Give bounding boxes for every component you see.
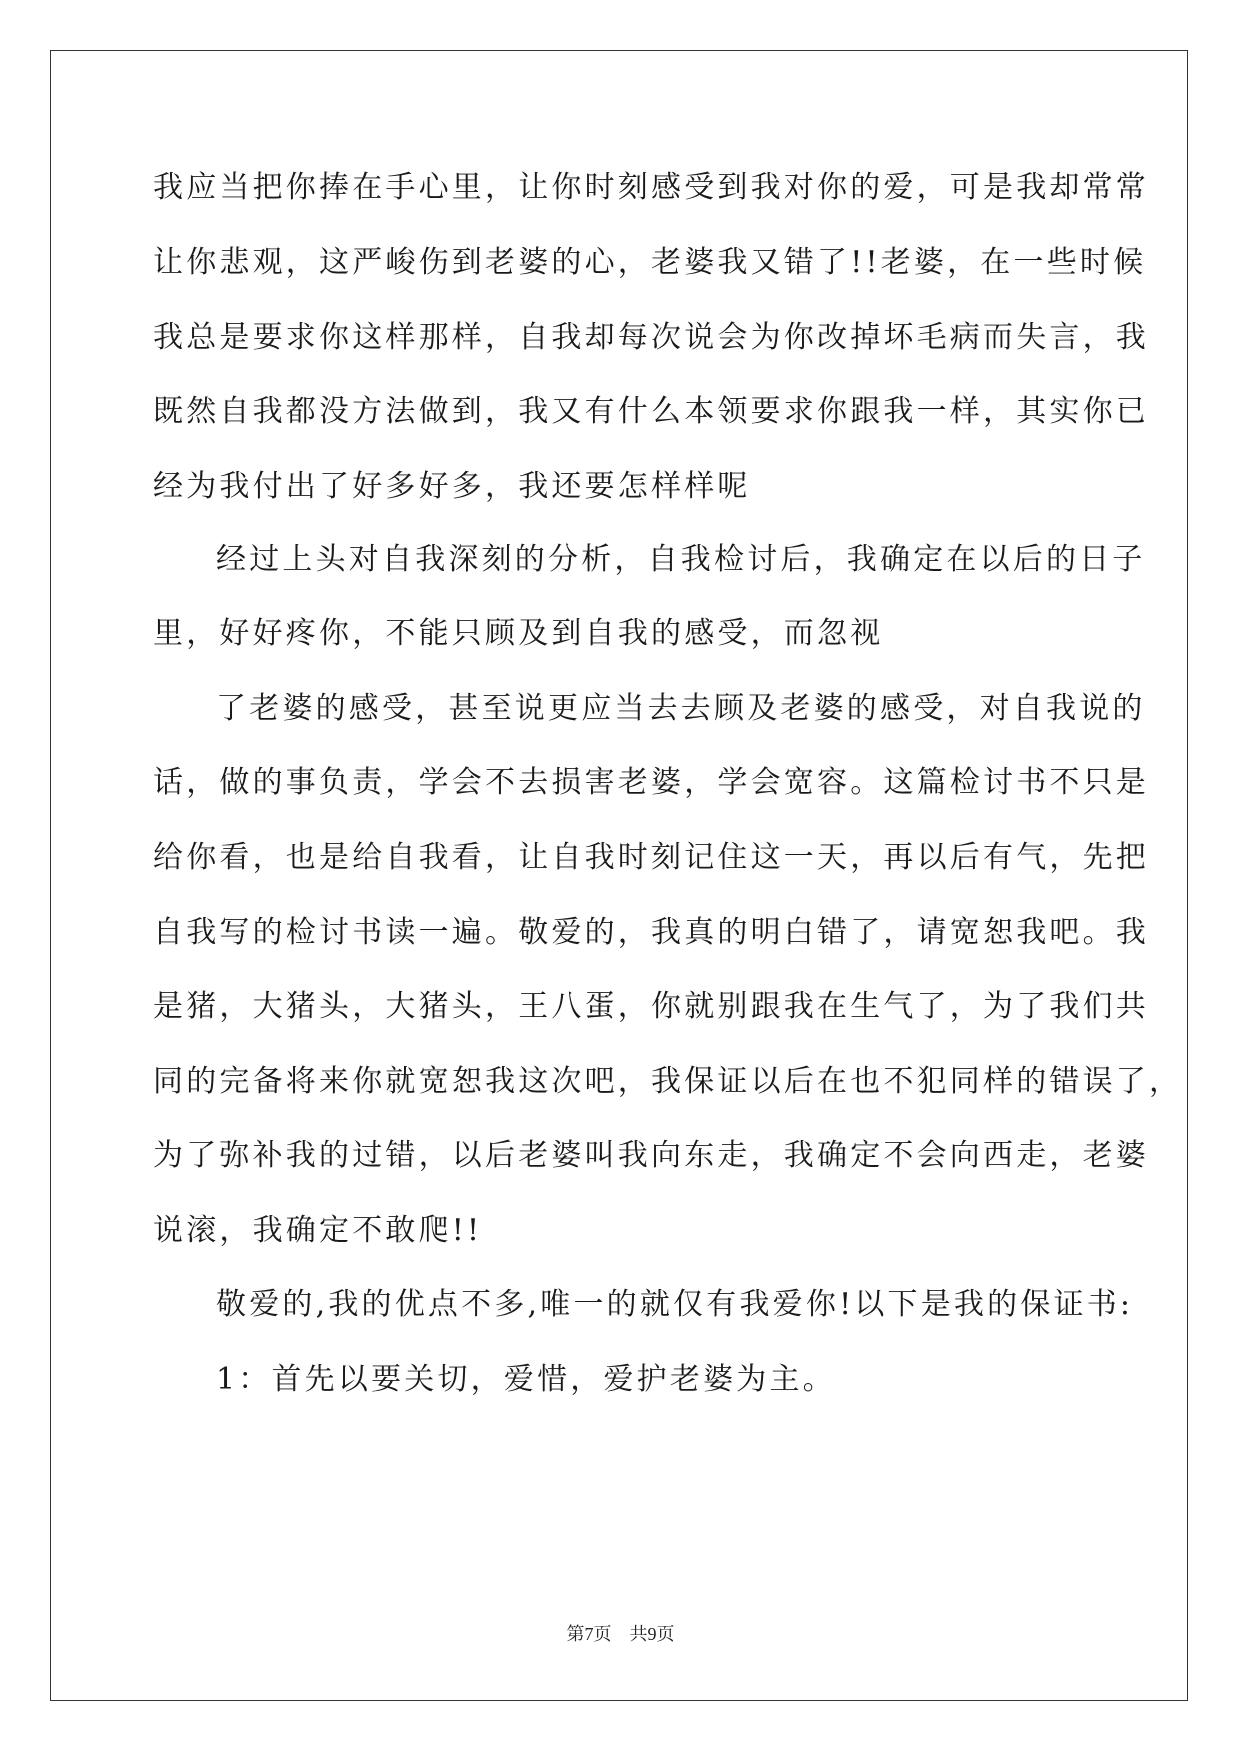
text-line: 敬爱的,我的优点不多,唯一的就仅有我爱你!以下是我的保证书: (216, 1287, 1134, 1322)
text-line: 话，做的事负责，学会不去损害老婆，学会宽容。这篇检讨书不只是 (153, 765, 1149, 800)
text-line: 我总是要求你这样那样，自我却每次说会为你改掉坏毛病而失言，我 (153, 320, 1149, 355)
text-line: 经过上头对自我深刻的分析，自我检讨后，我确定在以后的日子 (216, 542, 1146, 577)
text-line: 1：首先以要关切，爱惜，爱护老婆为主。 (216, 1362, 836, 1397)
text-line: 同的完备将来你就宽恕我这次吧，我保证以后在也不犯同样的错误了， (153, 1064, 1183, 1099)
text-line: 里，好好疼你，不能只顾及到自我的感受，而忽视 (153, 616, 884, 651)
text-line: 给你看，也是给自我看，让自我时刻记住这一天，再以后有气，先把 (153, 840, 1149, 875)
page-footer (0, 1622, 1241, 1646)
page-total: 共9页 (629, 1624, 675, 1644)
text-line: 说滚，我确定不敢爬!! (153, 1213, 483, 1248)
text-line: 为了弥补我的过错，以后老婆叫我向东走，我确定不会向西走，老婆 (153, 1138, 1149, 1173)
text-line: 了老婆的感受，甚至说更应当去去顾及老婆的感受，对自我说的 (216, 691, 1146, 726)
text-line: 既然自我都没方法做到，我又有什么本领要求你跟我一样，其实你已 (153, 394, 1149, 429)
page-current: 第7页 (566, 1624, 612, 1644)
text-line: 经为我付出了好多好多，我还要怎样样呢 (153, 469, 751, 504)
text-line: 让你悲观，这严峻伤到老婆的心，老婆我又错了!!老婆，在一些时候 (153, 245, 1147, 280)
text-line: 自我写的检讨书读一遍。敬爱的，我真的明白错了，请宽恕我吧。我 (153, 915, 1149, 950)
text-line: 是猪，大猪头，大猪头，王八蛋，你就别跟我在生气了，为了我们共 (153, 989, 1149, 1024)
text-line: 我应当把你捧在手心里，让你时刻感受到我对你的爱，可是我却常常 (153, 170, 1149, 205)
